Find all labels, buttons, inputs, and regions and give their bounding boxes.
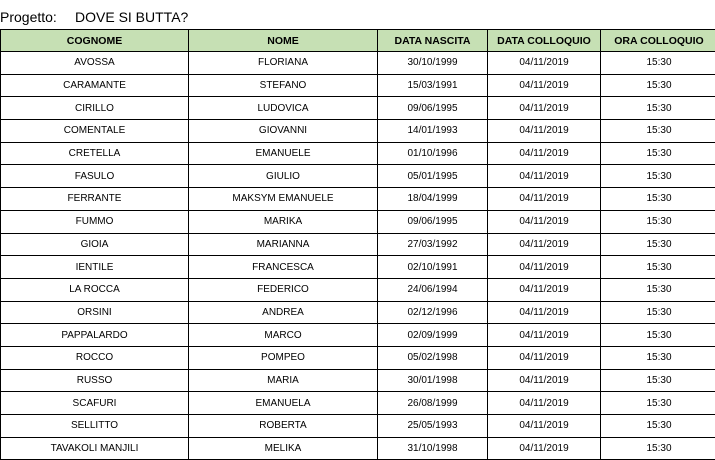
cell-cognome[interactable]: LA ROCCA: [1, 278, 189, 301]
cell-data-nascita[interactable]: 15/03/1991: [378, 74, 488, 97]
cell-cognome[interactable]: FERRANTE: [1, 188, 189, 211]
cell-data-nascita[interactable]: 18/04/1999: [378, 188, 488, 211]
table-row: [1, 120, 715, 143]
cell-data-colloquio[interactable]: 04/11/2019: [488, 324, 601, 347]
cell-cognome[interactable]: TAVAKOLI MANJILI: [1, 437, 189, 460]
cell-ora-colloquio[interactable]: 15:30: [601, 165, 715, 188]
cell-data-colloquio[interactable]: 04/11/2019: [488, 392, 601, 415]
cell-nome[interactable]: GIULIO: [189, 165, 378, 188]
cell-data-colloquio[interactable]: 04/11/2019: [488, 415, 601, 438]
cell-ora-colloquio[interactable]: 15:30: [601, 437, 715, 460]
table-row: [1, 188, 715, 211]
cell-ora-colloquio[interactable]: 15:30: [601, 233, 715, 256]
cell-data-colloquio[interactable]: 04/11/2019: [488, 142, 601, 165]
cell-data-colloquio[interactable]: 04/11/2019: [488, 97, 601, 120]
cell-data-nascita[interactable]: 02/09/1999: [378, 324, 488, 347]
column-header-ora-colloquio[interactable]: ORA COLLOQUIO: [601, 30, 715, 52]
cell-data-nascita[interactable]: 05/02/1998: [378, 346, 488, 369]
cell-cognome[interactable]: CIRILLO: [1, 97, 189, 120]
table-row: [1, 256, 715, 279]
project-label: Progetto:: [0, 6, 75, 28]
table-row: [1, 392, 715, 415]
cell-ora-colloquio[interactable]: 15:30: [601, 210, 715, 233]
cell-ora-colloquio[interactable]: 15:30: [601, 301, 715, 324]
cell-data-nascita[interactable]: 02/10/1991: [378, 256, 488, 279]
cell-data-nascita[interactable]: 14/01/1993: [378, 120, 488, 143]
cell-data-colloquio[interactable]: 04/11/2019: [488, 256, 601, 279]
cell-nome[interactable]: LUDOVICA: [189, 97, 378, 120]
cell-ora-colloquio[interactable]: 15:30: [601, 324, 715, 347]
column-header-nome[interactable]: NOME: [189, 30, 378, 52]
cell-data-colloquio[interactable]: 04/11/2019: [488, 74, 601, 97]
cell-data-colloquio[interactable]: 04/11/2019: [488, 120, 601, 143]
table-row: [1, 233, 715, 256]
column-header-data-nascita[interactable]: DATA NASCITA: [378, 30, 488, 52]
column-header-cognome[interactable]: COGNOME: [1, 30, 189, 52]
cell-ora-colloquio[interactable]: 15:30: [601, 346, 715, 369]
table-row: [1, 415, 715, 438]
cell-data-nascita[interactable]: 09/06/1995: [378, 97, 488, 120]
cell-ora-colloquio[interactable]: 15:30: [601, 52, 715, 75]
cell-cognome[interactable]: ROCCO: [1, 346, 189, 369]
cell-nome[interactable]: FRANCESCA: [189, 256, 378, 279]
cell-cognome[interactable]: COMENTALE: [1, 120, 189, 143]
cell-data-colloquio[interactable]: 04/11/2019: [488, 301, 601, 324]
cell-data-colloquio[interactable]: 04/11/2019: [488, 437, 601, 460]
cell-cognome[interactable]: IENTILE: [1, 256, 189, 279]
cell-cognome[interactable]: CRETELLA: [1, 142, 189, 165]
cell-cognome[interactable]: FUMMO: [1, 210, 189, 233]
cell-ora-colloquio[interactable]: 15:30: [601, 188, 715, 211]
cell-data-nascita[interactable]: 30/10/1999: [378, 52, 488, 75]
cell-data-colloquio[interactable]: 04/11/2019: [488, 369, 601, 392]
cell-data-nascita[interactable]: 24/06/1994: [378, 278, 488, 301]
cell-nome[interactable]: POMPEO: [189, 346, 378, 369]
table-row: [1, 278, 715, 301]
cell-cognome[interactable]: SELLITTO: [1, 415, 189, 438]
table-row: [1, 437, 715, 460]
cell-cognome[interactable]: GIOIA: [1, 233, 189, 256]
project-name: DOVE SI BUTTA?: [75, 9, 188, 25]
cell-nome[interactable]: MELIKA: [189, 437, 378, 460]
cell-nome[interactable]: MARIA: [189, 369, 378, 392]
cell-ora-colloquio[interactable]: 15:30: [601, 74, 715, 97]
table-row: [1, 142, 715, 165]
table-row: [1, 165, 715, 188]
cell-ora-colloquio[interactable]: 15:30: [601, 97, 715, 120]
table-row: [1, 97, 715, 120]
cell-data-colloquio[interactable]: 04/11/2019: [488, 210, 601, 233]
table-row: [1, 369, 715, 392]
cell-data-nascita[interactable]: 25/05/1993: [378, 415, 488, 438]
cell-cognome[interactable]: RUSSO: [1, 369, 189, 392]
cell-nome[interactable]: EMANUELA: [189, 392, 378, 415]
candidates-table: [0, 29, 715, 460]
cell-ora-colloquio[interactable]: 15:30: [601, 369, 715, 392]
cell-data-colloquio[interactable]: 04/11/2019: [488, 346, 601, 369]
cell-data-colloquio[interactable]: 04/11/2019: [488, 165, 601, 188]
cell-data-nascita[interactable]: 26/08/1999: [378, 392, 488, 415]
cell-ora-colloquio[interactable]: 15:30: [601, 415, 715, 438]
cell-cognome[interactable]: AVOSSA: [1, 52, 189, 75]
cell-data-nascita[interactable]: 05/01/1995: [378, 165, 488, 188]
cell-nome[interactable]: ROBERTA: [189, 415, 378, 438]
cell-data-nascita[interactable]: 02/12/1996: [378, 301, 488, 324]
table-row: [1, 210, 715, 233]
cell-nome[interactable]: EMANUELE: [189, 142, 378, 165]
cell-nome[interactable]: MAKSYM EMANUELE: [189, 188, 378, 211]
cell-cognome[interactable]: SCAFURI: [1, 392, 189, 415]
cell-cognome[interactable]: ORSINI: [1, 301, 189, 324]
cell-nome[interactable]: FEDERICO: [189, 278, 378, 301]
cell-nome[interactable]: MARCO: [189, 324, 378, 347]
cell-data-nascita[interactable]: 01/10/1996: [378, 142, 488, 165]
cell-data-nascita[interactable]: 27/03/1992: [378, 233, 488, 256]
cell-data-colloquio[interactable]: 04/11/2019: [488, 188, 601, 211]
cell-data-colloquio[interactable]: 04/11/2019: [488, 233, 601, 256]
table-row: [1, 324, 715, 347]
cell-data-colloquio[interactable]: 04/11/2019: [488, 52, 601, 75]
cell-data-nascita[interactable]: 30/01/1998: [378, 369, 488, 392]
cell-data-nascita[interactable]: 31/10/1998: [378, 437, 488, 460]
table-header-row: [1, 30, 715, 52]
column-header-data-colloquio[interactable]: DATA COLLOQUIO: [488, 30, 601, 52]
cell-nome[interactable]: MARIANNA: [189, 233, 378, 256]
cell-ora-colloquio[interactable]: 15:30: [601, 278, 715, 301]
cell-cognome[interactable]: PAPPALARDO: [1, 324, 189, 347]
cell-ora-colloquio[interactable]: 15:30: [601, 142, 715, 165]
table-row: [1, 74, 715, 97]
cell-ora-colloquio[interactable]: 15:30: [601, 392, 715, 415]
table-row: [1, 52, 715, 75]
project-title-row: [0, 6, 188, 28]
cell-data-colloquio[interactable]: 04/11/2019: [488, 278, 601, 301]
cell-nome[interactable]: FLORIANA: [189, 52, 378, 75]
cell-nome[interactable]: MARIKA: [189, 210, 378, 233]
cell-nome[interactable]: ANDREA: [189, 301, 378, 324]
cell-nome[interactable]: STEFANO: [189, 74, 378, 97]
cell-cognome[interactable]: FASULO: [1, 165, 189, 188]
table-body: [1, 52, 715, 460]
table-row: [1, 346, 715, 369]
cell-ora-colloquio[interactable]: 15:30: [601, 256, 715, 279]
cell-ora-colloquio[interactable]: 15:30: [601, 120, 715, 143]
table-row: [1, 301, 715, 324]
cell-data-nascita[interactable]: 09/06/1995: [378, 210, 488, 233]
cell-nome[interactable]: GIOVANNI: [189, 120, 378, 143]
cell-cognome[interactable]: CARAMANTE: [1, 74, 189, 97]
